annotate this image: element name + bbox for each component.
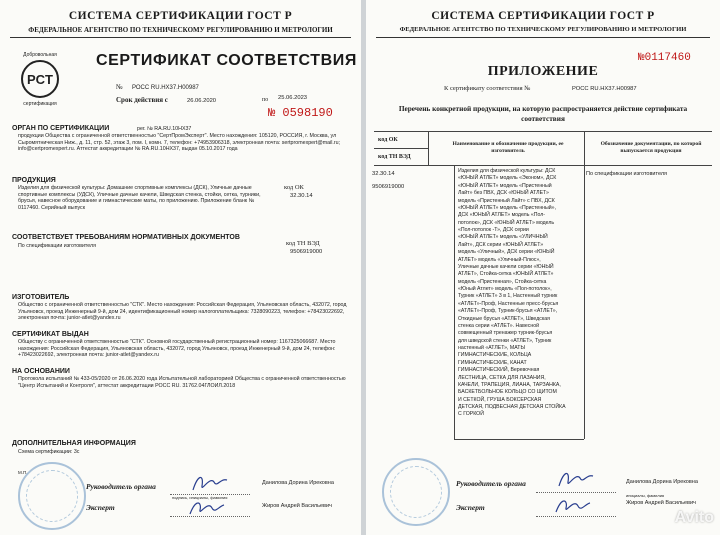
product-line: Откидные брусья «АТЛЕТ», Шведская (458, 315, 550, 322)
appendix-page (366, 0, 720, 535)
product-line: Лайт» без ПВХ, ДСК «ЮНЫЙ АТЛЕТ» (458, 190, 549, 197)
organ-reg: рег. № RA.RU.10НХ37 (137, 126, 192, 132)
appendix-form-number: №0117460 (638, 52, 691, 64)
head-name: Данилова Дорина Ирековна (262, 480, 334, 486)
organ-label: ОРГАН ПО СЕРТИФИКАЦИИ (12, 125, 110, 132)
product-line: модель «Уличный», ДСК серии «ЮНЫЙ (458, 249, 555, 256)
product-line: ГИМНАСТИЧЕСКИЕ, КОЛЬЦА (458, 352, 532, 359)
maker-text: Общество с ограниченной ответственностью "СТК". Место нахождения: Российская Федерация, Ульяновская область, 432072, город Ульяновск, проезд Инженерный 9-й, дом 24, идентификационный номер налогоплательщика: 7328090223, телефон: +78423022692, электронная почта: junior-atlet@yandex.ru (18, 302, 347, 322)
product-line: КАЧЕЛИ, ТРАПЕЦИЯ, ЛИАНА, ТАРЗАНКА, (458, 381, 561, 388)
extra-text: Схема сертификации: 3с (18, 449, 80, 455)
product-line: «ЮНЫЙ АТЛЕТ» модель «Пристенный (458, 182, 552, 189)
product-line: совмещенный тренажер турник-брусья (458, 330, 553, 337)
valid-to: 25.06.2023 (278, 95, 308, 101)
product-list (458, 168, 588, 419)
appendix-head-signature-icon (556, 466, 596, 492)
product-line: С ГОРКОЙ (458, 411, 484, 418)
product-text: Изделия для физической культуры: Домашние спортивные комплексы (ДСК), Уличные дачные спортивные комплексы (УДСК), Уличные дачные качели, Шведская стенка, стойки, сетка, турники, брусья, навесное оборудование и гимнастические маты, по приложению. Приложение бланк № 0117460. Серийный выпуск (18, 185, 261, 211)
product-line: модель «Пристенная», Стойка-сетка (458, 278, 547, 285)
table-top-line (374, 131, 712, 132)
appendix-head-sign-line (536, 492, 616, 493)
col-name: Наименование и обозначение продукции, ее изготовитель (452, 141, 564, 154)
table-header-line (374, 165, 712, 166)
okp-label: код ОК (284, 184, 304, 191)
appendix-expert-sign-line (536, 516, 616, 517)
certificate-title: СЕРТИФИКАТ СООТВЕТСТВИЯ (96, 52, 357, 69)
agency-title: ФЕДЕРАЛЬНОЕ АГЕНТСТВО ПО ТЕХНИЧЕСКОМУ РЕГУЛИРОВАНИЮ И МЕТРОЛОГИИ (28, 26, 333, 34)
organ-text: продукции Общества с ограниченной ответственностью "СертПромЭксперт". Место нахождения: 105120, РОССИЯ, г. Москва, ул Сыромятническая Ниж., д. 11, стр. 52, этаж 3, пом. I, комн. 7, телефон: +74953906318, электронная почта: sertpromexpert@mail.ru; info@certpromexpert.ru. Аттестат аккредитации № RA.RU.10НХ37, выдан 05.10.2017 года (18, 133, 341, 153)
header-rule (10, 37, 351, 38)
appendix-expert-name: Жиров Андрей Васильевич (626, 500, 696, 506)
requirements-label: СООТВЕТСТВУЕТ ТРЕБОВАНИЯМ НОРМАТИВНЫХ ДОКУМЕНТОВ (12, 234, 240, 241)
stamp-seal (18, 462, 86, 530)
product-line: «Пол-потолок -Т», ДСК серии (458, 227, 529, 233)
expert-name: Жиров Андрей Васильевич (262, 503, 332, 509)
appendix-system-title: СИСТЕМА СЕРТИФИКАЦИИ ГОСТ Р (431, 10, 655, 22)
table-bottom-line (454, 439, 584, 440)
product-line: для шведской стенки «АТЛЕТ», Турник (458, 337, 552, 344)
head-sign-caption: подпись, инициалы, фамилия (172, 495, 228, 500)
product-line: Уличные дачные качели серии «ЮНЫЙ (458, 263, 554, 270)
basis-label: НА ОСНОВАНИИ (12, 368, 70, 375)
product-line: ДЕТСКАЯ, ПОДВЕСНАЯ ДЕТСКАЯ СТОЙКА (458, 404, 566, 410)
table-body-col-line-2 (584, 165, 585, 439)
col-docs: Обозначение документации, по которой выпускается продукция (600, 141, 702, 154)
product-line: Изделия для физической культуры: ДСК (458, 168, 556, 174)
avito-watermark: Avito (674, 509, 714, 526)
appendix-expert-label: Эксперт (456, 503, 485, 512)
product-line: «ЮНЫЙ АТЛЕТ» модель «Эконом», ДСК (458, 175, 557, 182)
appendix-reg-number: РОСС RU.HX37.H00987 (572, 86, 637, 92)
col-tnved: код ТН ВЭД (378, 154, 411, 160)
row-tnved: 9506919000 (372, 184, 405, 190)
product-label: ПРОДУКЦИЯ (12, 177, 56, 184)
row-docs: По спецификации изготовителя (586, 171, 668, 177)
product-line: ГИМНАСТИЧЕСКИЕ, КАНАТ (458, 359, 527, 366)
valid-from: 26.06.2020 (187, 98, 217, 104)
product-line: потолок», ДСК «ЮНЫЙ АТЛЕТ» модель (458, 219, 555, 226)
appendix-header-rule (376, 37, 710, 38)
reg-no-label: № (116, 83, 123, 91)
product-line: БАСКЕТБОЛЬНОЕ КОЛЬЦО СО ЩИТОМ (458, 389, 557, 396)
valid-to-label: по (262, 97, 269, 103)
appendix-head-name: Данилова Дорина Ирековна (626, 479, 698, 485)
tnved-label: код ТН ВЭД (286, 240, 320, 247)
table-col-line-2 (584, 131, 585, 165)
svg-text:PCT: PCT (27, 72, 53, 87)
svg-text:сертификация: сертификация (23, 101, 57, 107)
col-okp: код ОК (378, 137, 398, 143)
mp-label: М.П. (18, 470, 28, 475)
expert-sign-line (170, 516, 250, 517)
requirements-text: По спецификации изготовителя (18, 243, 97, 249)
product-line: настенный «АТЛЕТ», МАТЫ (458, 345, 526, 351)
product-line: «ЮНЫЙ АТЛЕТ» модель «УЛИЧНЫЙ (458, 234, 548, 241)
extra-label: ДОПОЛНИТЕЛЬНАЯ ИНФОРМАЦИЯ (12, 440, 136, 447)
issued-text: Обществу с ограниченной ответственностью "СТК". Основной государственный регистрационный номер: 1167325066687. Место нахождения: Российская Федерация, Ульяновская область, 432072, город Ульяновск, проезд Инженерный 9-й, дом 24, телефон: +78423022692, электронная почта: junior-atlet@yandex.ru (18, 339, 336, 359)
form-number: № 0598190 (268, 106, 333, 120)
appendix-stamp-seal (382, 458, 450, 526)
product-line: Лайт», ДСК серии «ЮНЫЙ АТЛЕТ» (458, 241, 544, 248)
expert-label: Эксперт (86, 503, 115, 512)
appendix-head-label: Руководитель органа (456, 479, 526, 488)
appendix-subtitle: Перечень конкретной продукции, на которую распространяется действие сертификата соответствия (398, 104, 688, 123)
appendix-expert-signature-icon (552, 494, 592, 518)
product-line: АТЛЕТ», Стойка-сетка «ЮНЫЙ АТЛЕТ» (458, 271, 554, 278)
maker-label: ИЗГОТОВИТЕЛЬ (12, 294, 70, 301)
product-line: модель «Пристенный Лайт» с ПВХ, ДСК (458, 197, 555, 204)
basis-text: Протокола испытаний № 433-05/2020 от 26.06.2020 года Испытательной лабораторией Общества с ограниченной ответственностью "Центр Испытаний и Контроля", аттестат аккредитации РОСС RU. 31762.04ГЛОИЛ.2018 (18, 376, 346, 389)
issued-label: СЕРТИФИКАТ ВЫДАН (12, 331, 89, 338)
product-line: стенка серии «АТЛЕТ». Навесной (458, 322, 539, 329)
product-line: «АТЛЕТ»-Проф, Турник-брусья «АТЛЕТ», (458, 308, 558, 315)
tnved-code: 9506919000 (290, 249, 323, 255)
rst-logo-icon (14, 48, 66, 108)
product-line: «Юный Атлет» модель «Пол-потолок», (458, 286, 552, 292)
product-line: ДСК «ЮНЫЙ АТЛЕТ» модель «Пол- (458, 212, 545, 219)
head-label: Руководитель органа (86, 482, 156, 491)
system-title: СИСТЕМА СЕРТИФИКАЦИИ ГОСТ Р (68, 10, 293, 22)
product-line: «АТЛЕТ»-Проф, Настенные пресс-брусья (458, 300, 559, 307)
product-line: ЛЕСТНИЦА, СЕТКА ДЛЯ ЛАЗАНИЯ, (458, 374, 546, 381)
table-col-line-1 (428, 131, 429, 165)
table-code-split (374, 148, 428, 149)
appendix-to-cert-label: К сертификату соответствия № (444, 85, 531, 92)
head-signature-icon (190, 470, 230, 496)
reg-number: РОСС RU.HX37.H00987 (132, 85, 199, 91)
validity-label: Срок действия с (116, 96, 168, 104)
okp-code: 32.30.14 (290, 193, 313, 199)
table-body-col-line-1 (454, 165, 455, 439)
appendix-title: ПРИЛОЖЕНИЕ (487, 64, 599, 79)
svg-text:Добровольная: Добровольная (23, 52, 57, 58)
appendix-sign-caption: инициалы, фамилия (626, 493, 665, 498)
product-line: «ЮНЫЙ АТЛЕТ» модель «Пристенный», (458, 204, 556, 211)
product-line: АТЛЕТ» модель «Уличный-Плюс», (458, 256, 541, 263)
product-line: Турник «АТЛЕТ» 3 в 1, Настенный турник (458, 293, 558, 300)
product-line: ГИМНАСТИЧЕСКИЙ, Веревочная (458, 367, 540, 374)
appendix-agency-title: ФЕДЕРАЛЬНОЕ АГЕНТСТВО ПО ТЕХНИЧЕСКОМУ РЕГУЛИРОВАНИЮ И МЕТРОЛОГИИ (399, 26, 687, 33)
product-line: И СЕТКОЙ, ГРУША БОКСЕРСКАЯ (458, 396, 542, 403)
row-okp: 32.30.14 (372, 171, 395, 177)
